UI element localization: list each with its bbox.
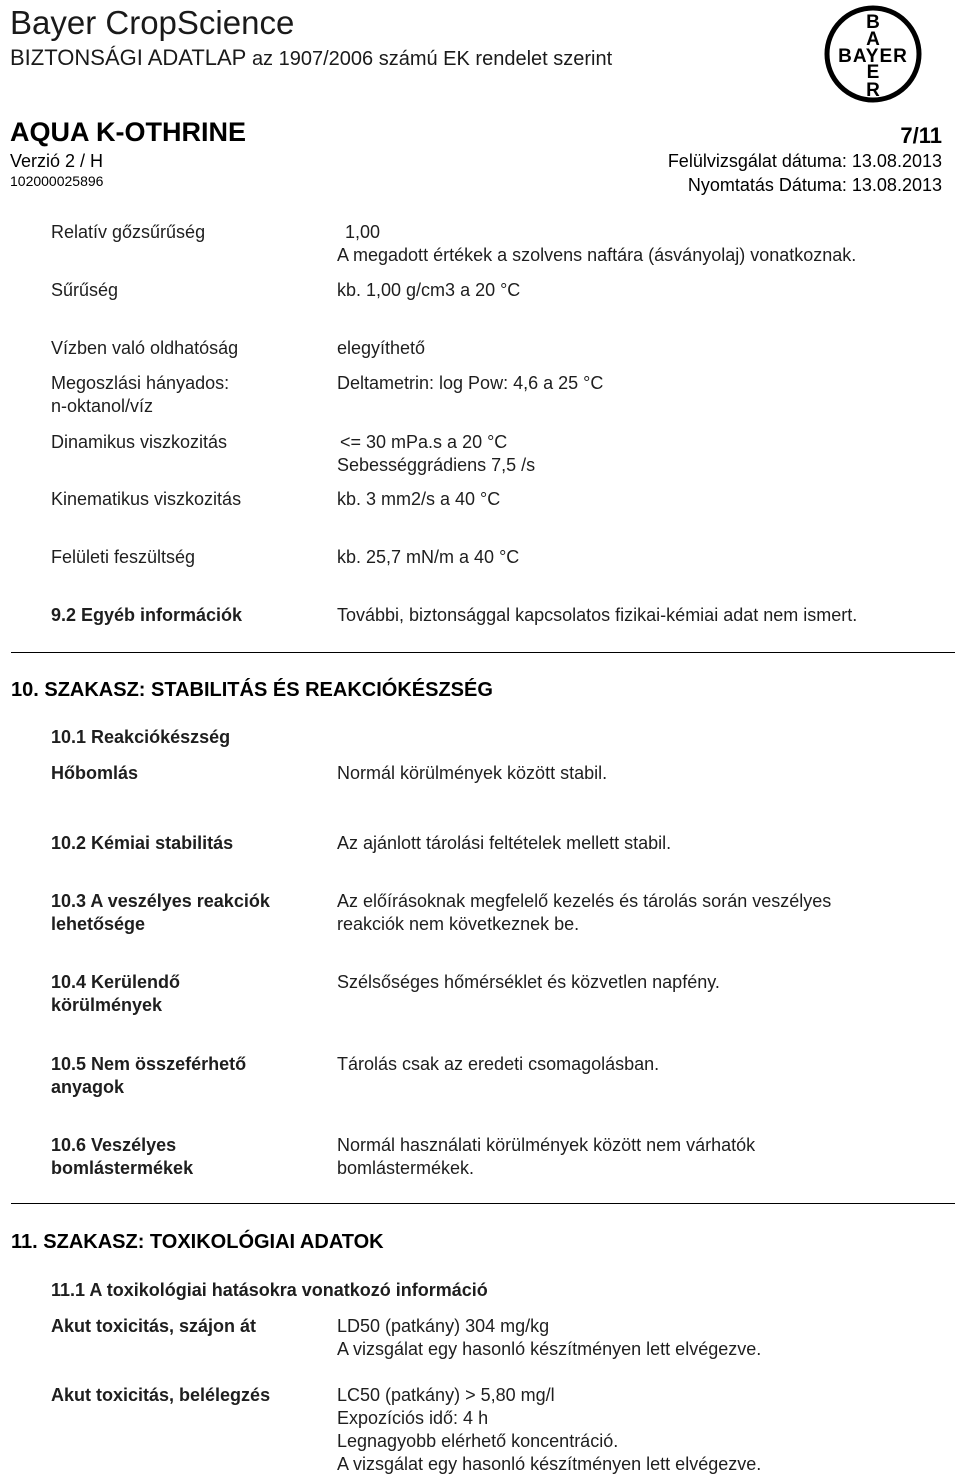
s10-3-value: Az előírásoknak megfelelő kezelés és tárolás során veszélyes [337, 891, 832, 911]
s10-1-label: Hőbomlás [51, 763, 139, 783]
prop-note-vapour-density: A megadott értékek a szolvens naftára (ásványolaj) vonatkoznak. [337, 245, 857, 265]
s10-1-value: Normál körülmények között stabil. [337, 763, 608, 783]
svg-text:E: E [866, 62, 880, 83]
tox-oral-value: LD50 (patkány) 304 mg/kg [337, 1316, 550, 1336]
prop-value-dyn-viscosity: <= 30 mPa.s a 20 °C [340, 432, 508, 452]
s10-4-label-2: körülmények [51, 995, 163, 1015]
svg-text:B: B [866, 12, 880, 33]
tox-oral-note: A vizsgálat egy hasonló készítményen lett elvégezve. [337, 1339, 762, 1359]
prop-value-density: kb. 1,00 g/cm3 a 20 °C [337, 280, 521, 300]
company-name: Bayer CropScience [10, 4, 295, 41]
bayer-logo [818, 4, 928, 104]
prop-label-density: Sűrűség [51, 280, 119, 300]
prop-label-vapour-density: Relatív gőzsűrűség [51, 222, 206, 242]
s10-2-value: Az ajánlott tárolási feltételek mellett stabil. [337, 833, 672, 853]
tox-inhalation-label: Akut toxicitás, belélegzés [51, 1385, 271, 1405]
prop-label-kin-viscosity: Kinematikus viszkozitás [51, 489, 242, 509]
tox-inhalation-concentration: Legnagyobb elérhető koncentráció. [337, 1431, 619, 1451]
regulation-text: az 1907/2006 számú EK rendelet szerint [251, 48, 613, 70]
s11-1-title: 11.1 A toxikológiai hatásokra vonatkozó információ [51, 1280, 488, 1300]
s10-5-value: Tárolás csak az eredeti csomagolásban. [337, 1054, 660, 1074]
tox-inhalation-value: LC50 (patkány) > 5,80 mg/l [337, 1385, 555, 1405]
tox-oral-label: Akut toxicitás, szájon át [51, 1316, 257, 1336]
s10-5-label: 10.5 Nem összeférhető [51, 1054, 247, 1074]
prop-label-surface-tension: Felületi feszültség [51, 547, 196, 567]
section-9-2-label: 9.2 Egyéb információk [51, 605, 243, 625]
tox-inhalation-exposure: Expozíciós idő: 4 h [337, 1408, 489, 1428]
prop-note-dyn-viscosity: Sebességgrádiens 7,5 /s [337, 455, 536, 475]
divider [11, 652, 955, 653]
svg-text:R: R [866, 80, 880, 101]
s10-1-title: 10.1 Reakciókészség [51, 727, 231, 747]
s10-3-label-2: lehetősége [51, 914, 146, 934]
s10-4-label: 10.4 Kerülendő [51, 972, 181, 992]
divider [11, 1203, 955, 1204]
revision-date: Felülvizsgálat dátuma: 13.08.2013 [667, 151, 942, 171]
section-11-title: 11. SZAKASZ: TOXIKOLÓGIAI ADATOK [11, 1231, 384, 1253]
tox-inhalation-note: A vizsgálat egy hasonló készítményen lett elvégezve. [337, 1454, 762, 1474]
s10-6-label-2: bomlástermékek [51, 1158, 194, 1178]
s10-6-label: 10.6 Veszélyes [51, 1135, 177, 1155]
svg-text:A: A [866, 29, 880, 50]
s10-3-value-2: reakciók nem következnek be. [337, 914, 580, 934]
prop-value-kin-viscosity: kb. 3 mm2/s a 40 °C [337, 489, 501, 509]
s10-3-label: 10.3 A veszélyes reakciók [51, 891, 270, 911]
prop-label-dyn-viscosity: Dinamikus viszkozitás [51, 432, 228, 452]
s10-6-value-2: bomlástermékek. [337, 1158, 475, 1178]
s10-4-value: Szélsőséges hőmérséklet és közvetlen napfény. [337, 972, 720, 992]
prop-value-surface-tension: kb. 25,7 mN/m a 40 °C [337, 547, 520, 567]
prop-value-solubility: elegyíthető [337, 338, 426, 358]
product-name: AQUA K-OTHRINE [10, 117, 246, 147]
prop-label-partition: Megoszlási hányados: [51, 373, 230, 393]
s10-5-label-2: anyagok [51, 1077, 125, 1097]
prop-label-partition-2: n-oktanol/víz [51, 396, 154, 416]
svg-text:BAYER: BAYER [838, 46, 908, 67]
prop-value-partition: Deltametrin: log Pow: 4,6 a 25 °C [337, 373, 604, 393]
page-number: 7/11 [900, 123, 942, 148]
s10-6-value: Normál használati körülmények között nem várhatók [337, 1135, 756, 1155]
document-type: BIZTONSÁGI ADATLAP [10, 45, 247, 70]
prop-value-vapour-density: 1,00 [345, 222, 381, 242]
document-id: 102000025896 [10, 173, 104, 189]
s10-2-label: 10.2 Kémiai stabilitás [51, 833, 234, 853]
print-date: Nyomtatás Dátuma: 13.08.2013 [687, 175, 942, 195]
section-9-2-value: További, biztonsággal kapcsolatos fizikai-kémiai adat nem ismert. [337, 605, 858, 625]
document-subtitle [10, 45, 612, 71]
prop-label-solubility: Vízben való oldhatóság [51, 338, 239, 358]
version: Verzió 2 / H [10, 151, 104, 171]
section-10-title: 10. SZAKASZ: STABILITÁS ÉS REAKCIÓKÉSZSÉG [11, 679, 493, 701]
